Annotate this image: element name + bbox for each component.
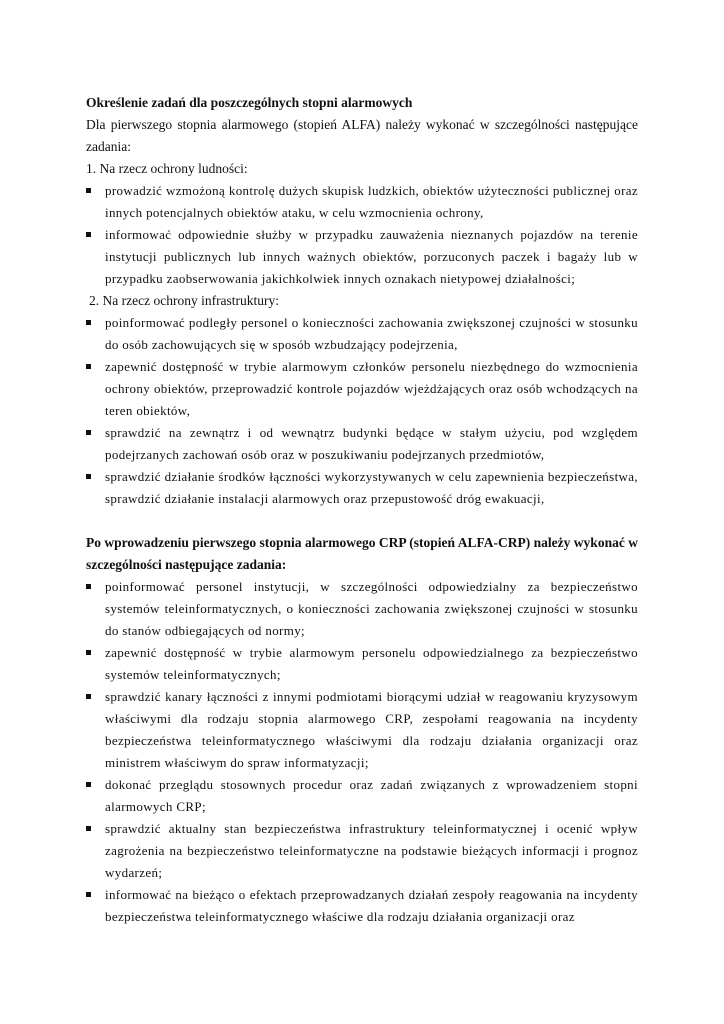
bullet-icon — [86, 694, 91, 699]
list-item: informować odpowiednie służby w przypadku zauważenia nieznanych pojazdów na terenie instytucji publicznych lub innych ważnych obiektów, porzuconych paczek i bagaży lub w przypadku zaobserwowania jakichkolwiek innych oznakach nietypowej działalności; — [86, 224, 638, 290]
group-label-population: 1. Na rzecz ochrony ludności: — [86, 161, 248, 176]
bullet-icon — [86, 364, 91, 369]
bullet-icon — [86, 474, 91, 479]
group-label-infrastructure: 2. Na rzecz ochrony infrastruktury: — [89, 293, 280, 308]
section-title-crp: Po wprowadzeniu pierwszego stopnia alarmowego CRP (stopień ALFA-CRP) należy wykonać w szczególności następujące zadania: — [86, 535, 638, 572]
bullet-icon — [86, 232, 91, 237]
bullet-list-infrastructure — [86, 312, 638, 510]
bullet-icon — [86, 892, 91, 897]
list-item: sprawdzić działanie środków łączności wykorzystywanych w celu zapewnienia bezpieczeństwa, sprawdzić działanie instalacji alarmowych oraz przepustowość dróg ewakuacji, — [86, 466, 638, 510]
bullet-icon — [86, 782, 91, 787]
bullet-icon — [86, 430, 91, 435]
bullet-list-crp — [86, 576, 638, 928]
bullet-icon — [86, 584, 91, 589]
document-content — [86, 92, 638, 928]
list-item: poinformować personel instytucji, w szczególności odpowiedzialny za bezpieczeństwo systemów teleinformatycznych, o konieczności zachowania zwiększonej czujności w stosunku do stanów odbiegających od normy; — [86, 576, 638, 642]
list-item: poinformować podległy personel o konieczności zachowania zwiększonej czujności w stosunku do osób zachowujących się w sposób wzbudzający podejrzenia, — [86, 312, 638, 356]
list-item: sprawdzić aktualny stan bezpieczeństwa infrastruktury teleinformatycznej i ocenić wpływ zagrożenia na bezpieczeństwo teleinformatyczne na podstawie bieżących informacji i prognoz wydarzeń; — [86, 818, 638, 884]
list-item: prowadzić wzmożoną kontrolę dużych skupisk ludzkich, obiektów użyteczności publicznej oraz innych potencjalnych obiektów ataku, w celu wzmocnienia ochrony, — [86, 180, 638, 224]
list-item: informować na bieżąco o efektach przeprowadzanych działań zespoły reagowania na incydenty bezpieczeństwa teleinformatycznego właściwe dla rodzaju działania organizacji oraz — [86, 884, 638, 928]
section-title: Określenie zadań dla poszczególnych stopni alarmowych — [86, 95, 413, 110]
list-item: zapewnić dostępność w trybie alarmowym personelu odpowiedzialnego za bezpieczeństwo systemów teleinformatycznych; — [86, 642, 638, 686]
list-item: sprawdzić na zewnątrz i od wewnątrz budynki będące w stałym użyciu, pod względem podejrzanych zachowań osób oraz w poszukiwaniu podejrzanych przedmiotów, — [86, 422, 638, 466]
bullet-icon — [86, 826, 91, 831]
bullet-icon — [86, 320, 91, 325]
list-item: sprawdzić kanary łączności z innymi podmiotami biorącymi udział w reagowaniu kryzysowym właściwymi dla rodzaju stopnia alarmowego CRP, zespołami reagowania na incydenty bezpieczeństwa teleinformatycznego właściwymi dla rodzaju działania organizacji oraz ministrem właściwym do spraw informatyzacji; — [86, 686, 638, 774]
bullet-list-population — [86, 180, 638, 290]
bullet-icon — [86, 188, 91, 193]
section-spacer — [86, 510, 638, 532]
list-item: dokonać przeglądu stosownych procedur oraz zadań związanych z wprowadzeniem stopni alarmowych CRP; — [86, 774, 638, 818]
bullet-icon — [86, 650, 91, 655]
section-intro: Dla pierwszego stopnia alarmowego (stopień ALFA) należy wykonać w szczególności następujące zadania: — [86, 117, 638, 154]
list-item: zapewnić dostępność w trybie alarmowym członków personelu niezbędnego do wzmocnienia ochrony obiektów, przeprowadzić kontrole pojazdów wjeżdżających oraz osób wchodzących na teren obiektów, — [86, 356, 638, 422]
